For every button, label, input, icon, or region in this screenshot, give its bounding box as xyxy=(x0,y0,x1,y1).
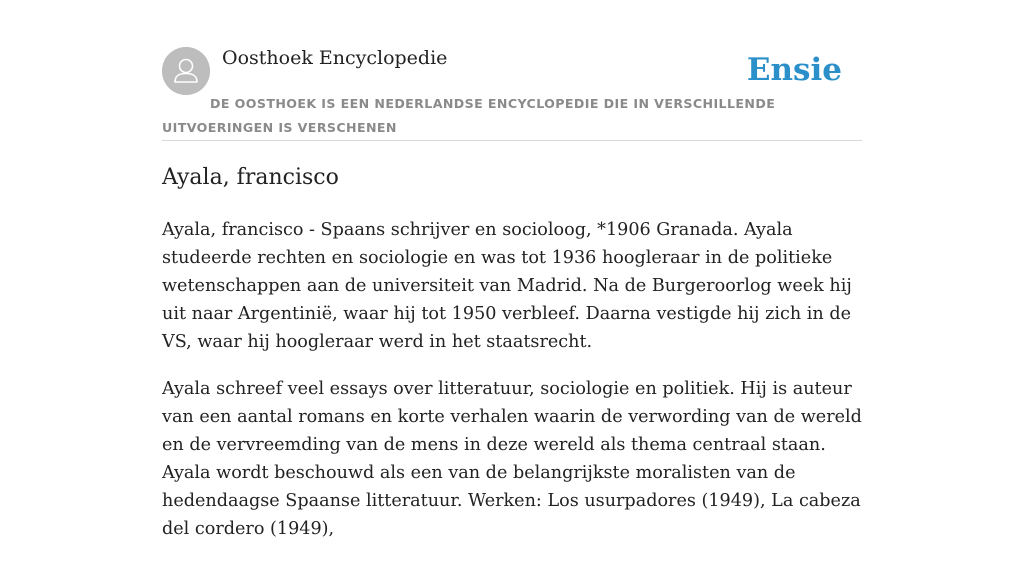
article-paragraph: Ayala, francisco - Spaans schrijver en socioloog, *1906 Granada. Ayala studeerde rechten en sociologie en was tot 1936 hoogleraar in de politieke wetenschappen aan de universiteit van Madrid. Na de Burgeroorlog week hij uit naar Argentinië, waar hij tot 1950 verbleef. Daarna vestigde hij zich in de VS, waar hij hoogleraar werd in het staatsrecht. xyxy=(162,220,852,352)
publisher-header xyxy=(162,44,862,141)
publisher-description: DE OOSTHOEK IS EEN NEDERLANDSE ENCYCLOPEDIE DIE IN VERSCHILLENDE UITVOERINGEN IS VERSCHENEN xyxy=(162,96,776,135)
user-avatar-icon[interactable] xyxy=(162,47,210,95)
publisher-name[interactable]: Oosthoek Encyclopedie xyxy=(222,47,448,69)
ensie-logo[interactable]: Ensie xyxy=(746,52,842,88)
article-title: Ayala, francisco xyxy=(162,165,339,190)
article-body xyxy=(162,216,868,562)
article-paragraph: Ayala schreef veel essays over litteratuur, sociologie en politiek. Hij is auteur van een aantal romans en korte verhalen waarin de verwording van de wereld en de vervreemding van de mens in deze wereld als thema centraal staan. Ayala wordt beschouwd als een van de belangrijkste moralisten van de hedendaagse Spaanse litteratuur. Werken: Los usurpadores (1949), La cabeza del cordero (1949), xyxy=(162,379,862,539)
